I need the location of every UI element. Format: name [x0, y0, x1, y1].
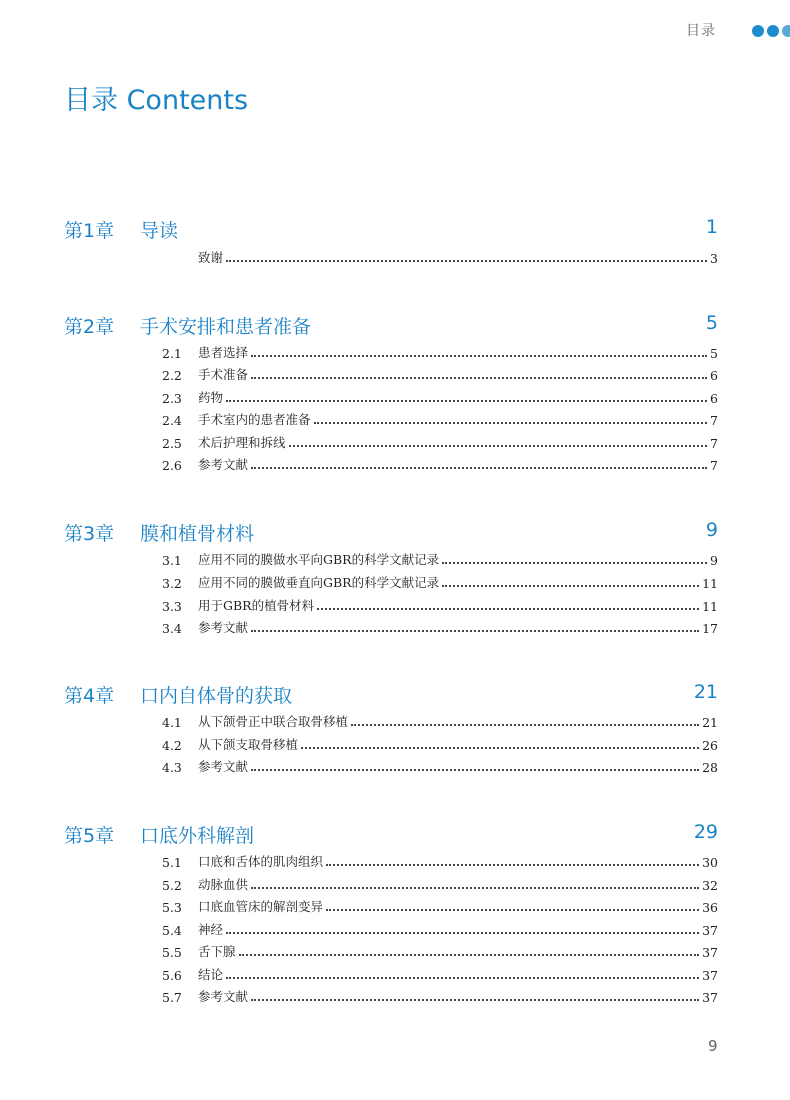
toc-entry	[162, 596, 718, 614]
chapter-title: 口底外科解剖	[140, 825, 255, 847]
entry-number: 5.4	[162, 923, 182, 938]
entry-title: 口底和舌体的肌肉组织	[198, 854, 324, 869]
chapter-title: 导读	[140, 220, 179, 242]
entry-title: 参考文献	[198, 620, 249, 635]
chapter-title: 膜和植骨材料	[140, 523, 255, 545]
toc-entry	[162, 920, 718, 938]
dot-leader	[226, 400, 707, 402]
entry-number: 5.1	[162, 855, 182, 870]
entry-number: 4.1	[162, 715, 182, 730]
dot-leader	[326, 864, 699, 866]
page-number: 9	[708, 1037, 718, 1055]
entry-page: 17	[702, 621, 718, 636]
entry-number: 2.3	[162, 391, 182, 406]
chapter-heading	[0, 679, 790, 709]
entry-title: 从下颌支取骨移植	[198, 737, 299, 752]
entry-page: 11	[702, 576, 718, 591]
entry-number: 3.4	[162, 621, 182, 636]
chapter-heading	[0, 517, 790, 547]
entry-title: 舌下腺	[198, 944, 236, 959]
dot-leader	[251, 377, 707, 379]
toc-entry	[162, 987, 718, 1005]
dot-leader	[301, 747, 699, 749]
dot-leader	[314, 422, 708, 424]
toc-entry	[162, 433, 718, 451]
entry-title: 参考文献	[198, 457, 249, 472]
entry-number: 4.3	[162, 760, 182, 775]
entry-title: 致谢	[198, 250, 224, 265]
entry-page: 6	[710, 368, 718, 383]
entry-number: 2.1	[162, 346, 182, 361]
entry-page: 37	[702, 945, 718, 960]
chapter	[0, 310, 790, 473]
chapter-number: 第4章	[64, 685, 115, 707]
entry-title: 参考文献	[198, 989, 249, 1004]
dot-leader	[226, 260, 707, 262]
entry-title: 动脉血供	[198, 877, 249, 892]
chapter-title: 手术安排和患者准备	[140, 316, 312, 338]
entry-page: 11	[702, 599, 718, 614]
entry-number: 3.3	[162, 599, 182, 614]
dot-leader	[226, 932, 699, 934]
chapter	[0, 819, 790, 1005]
dot-leader	[239, 954, 700, 956]
chapter	[0, 517, 790, 636]
dot-leader	[326, 909, 699, 911]
chapter-page: 21	[693, 681, 718, 703]
entry-number: 5.6	[162, 968, 182, 983]
dot-leader	[251, 999, 699, 1001]
header-dots-icon	[752, 25, 790, 39]
entry-title: 手术室内的患者准备	[198, 412, 311, 427]
toc-entry	[162, 875, 718, 893]
entry-number: 5.5	[162, 945, 182, 960]
entry-page: 7	[710, 413, 718, 428]
entry-title: 术后护理和拆线	[198, 435, 286, 450]
dot-leader	[226, 977, 699, 979]
entry-number: 4.2	[162, 738, 182, 753]
dot-leader	[317, 608, 699, 610]
entry-title: 药物	[198, 390, 224, 405]
chapter-heading	[0, 214, 790, 244]
dot-leader	[351, 724, 699, 726]
toc-entry	[162, 852, 718, 870]
entry-page: 21	[702, 715, 718, 730]
dot-leader	[251, 887, 699, 889]
entry-page: 36	[702, 900, 718, 915]
toc-entry	[162, 248, 718, 266]
entry-number: 2.4	[162, 413, 182, 428]
chapter-page: 9	[705, 519, 718, 541]
entry-page: 7	[710, 458, 718, 473]
chapter-title: 口内自体骨的获取	[140, 685, 293, 707]
chapter-page: 1	[705, 216, 718, 238]
dot-leader	[442, 585, 699, 587]
chapter-number: 第3章	[64, 523, 115, 545]
entry-title: 从下颌骨正中联合取骨移植	[198, 714, 349, 729]
toc-entry	[162, 618, 718, 636]
toc-entry	[162, 343, 718, 361]
chapter	[0, 214, 790, 266]
dot-leader	[289, 445, 708, 447]
entry-page: 37	[702, 990, 718, 1005]
dot-leader	[251, 630, 699, 632]
entry-number: 2.5	[162, 436, 182, 451]
entry-page: 3	[710, 251, 718, 266]
chapter-page: 5	[705, 312, 718, 334]
toc-entry	[162, 410, 718, 428]
toc-entry	[162, 965, 718, 983]
entry-number: 5.2	[162, 878, 182, 893]
entry-title: 应用不同的膜做垂直向GBR的科学文献记录	[198, 575, 440, 590]
dot-leader	[251, 355, 707, 357]
toc-entry	[162, 897, 718, 915]
entry-number: 2.6	[162, 458, 182, 473]
toc-entry	[162, 455, 718, 473]
entry-number: 3.1	[162, 553, 182, 568]
entry-title: 应用不同的膜做水平向GBR的科学文献记录	[198, 552, 440, 567]
entry-page: 37	[702, 968, 718, 983]
toc-entry	[162, 757, 718, 775]
entry-title: 结论	[198, 967, 224, 982]
toc-entry	[162, 942, 718, 960]
entry-title: 患者选择	[198, 345, 249, 360]
chapter-heading	[0, 819, 790, 849]
page-title: 目录 Contents	[64, 85, 249, 116]
entry-number: 5.7	[162, 990, 182, 1005]
chapter-number: 第5章	[64, 825, 115, 847]
entry-title: 用于GBR的植骨材料	[198, 598, 315, 613]
entry-page: 7	[710, 436, 718, 451]
dot-leader	[251, 769, 699, 771]
chapter-page: 29	[693, 821, 718, 843]
dot-leader	[442, 562, 707, 564]
entry-number: 5.3	[162, 900, 182, 915]
entry-page: 30	[702, 855, 718, 870]
entry-title: 口底血管床的解剖变异	[198, 899, 324, 914]
entry-title: 神经	[198, 922, 224, 937]
entry-page: 37	[702, 923, 718, 938]
entry-page: 5	[710, 346, 718, 361]
entry-page: 28	[702, 760, 718, 775]
toc-entry	[162, 550, 718, 568]
toc-entry	[162, 573, 718, 591]
entry-page: 6	[710, 391, 718, 406]
chapter	[0, 679, 790, 775]
dot-leader	[251, 467, 707, 469]
toc-entry	[162, 735, 718, 753]
entry-page: 32	[702, 878, 718, 893]
entry-page: 26	[702, 738, 718, 753]
entry-page: 9	[710, 553, 718, 568]
chapter-number: 第1章	[64, 220, 115, 242]
entry-title: 手术准备	[198, 367, 249, 382]
chapter-number: 第2章	[64, 316, 115, 338]
toc-entry	[162, 388, 718, 406]
toc-entry	[162, 712, 718, 730]
toc-entry	[162, 365, 718, 383]
chapter-heading	[0, 310, 790, 340]
entry-title: 参考文献	[198, 759, 249, 774]
entry-number: 3.2	[162, 576, 182, 591]
header-label: 目录	[686, 23, 716, 39]
entry-number: 2.2	[162, 368, 182, 383]
